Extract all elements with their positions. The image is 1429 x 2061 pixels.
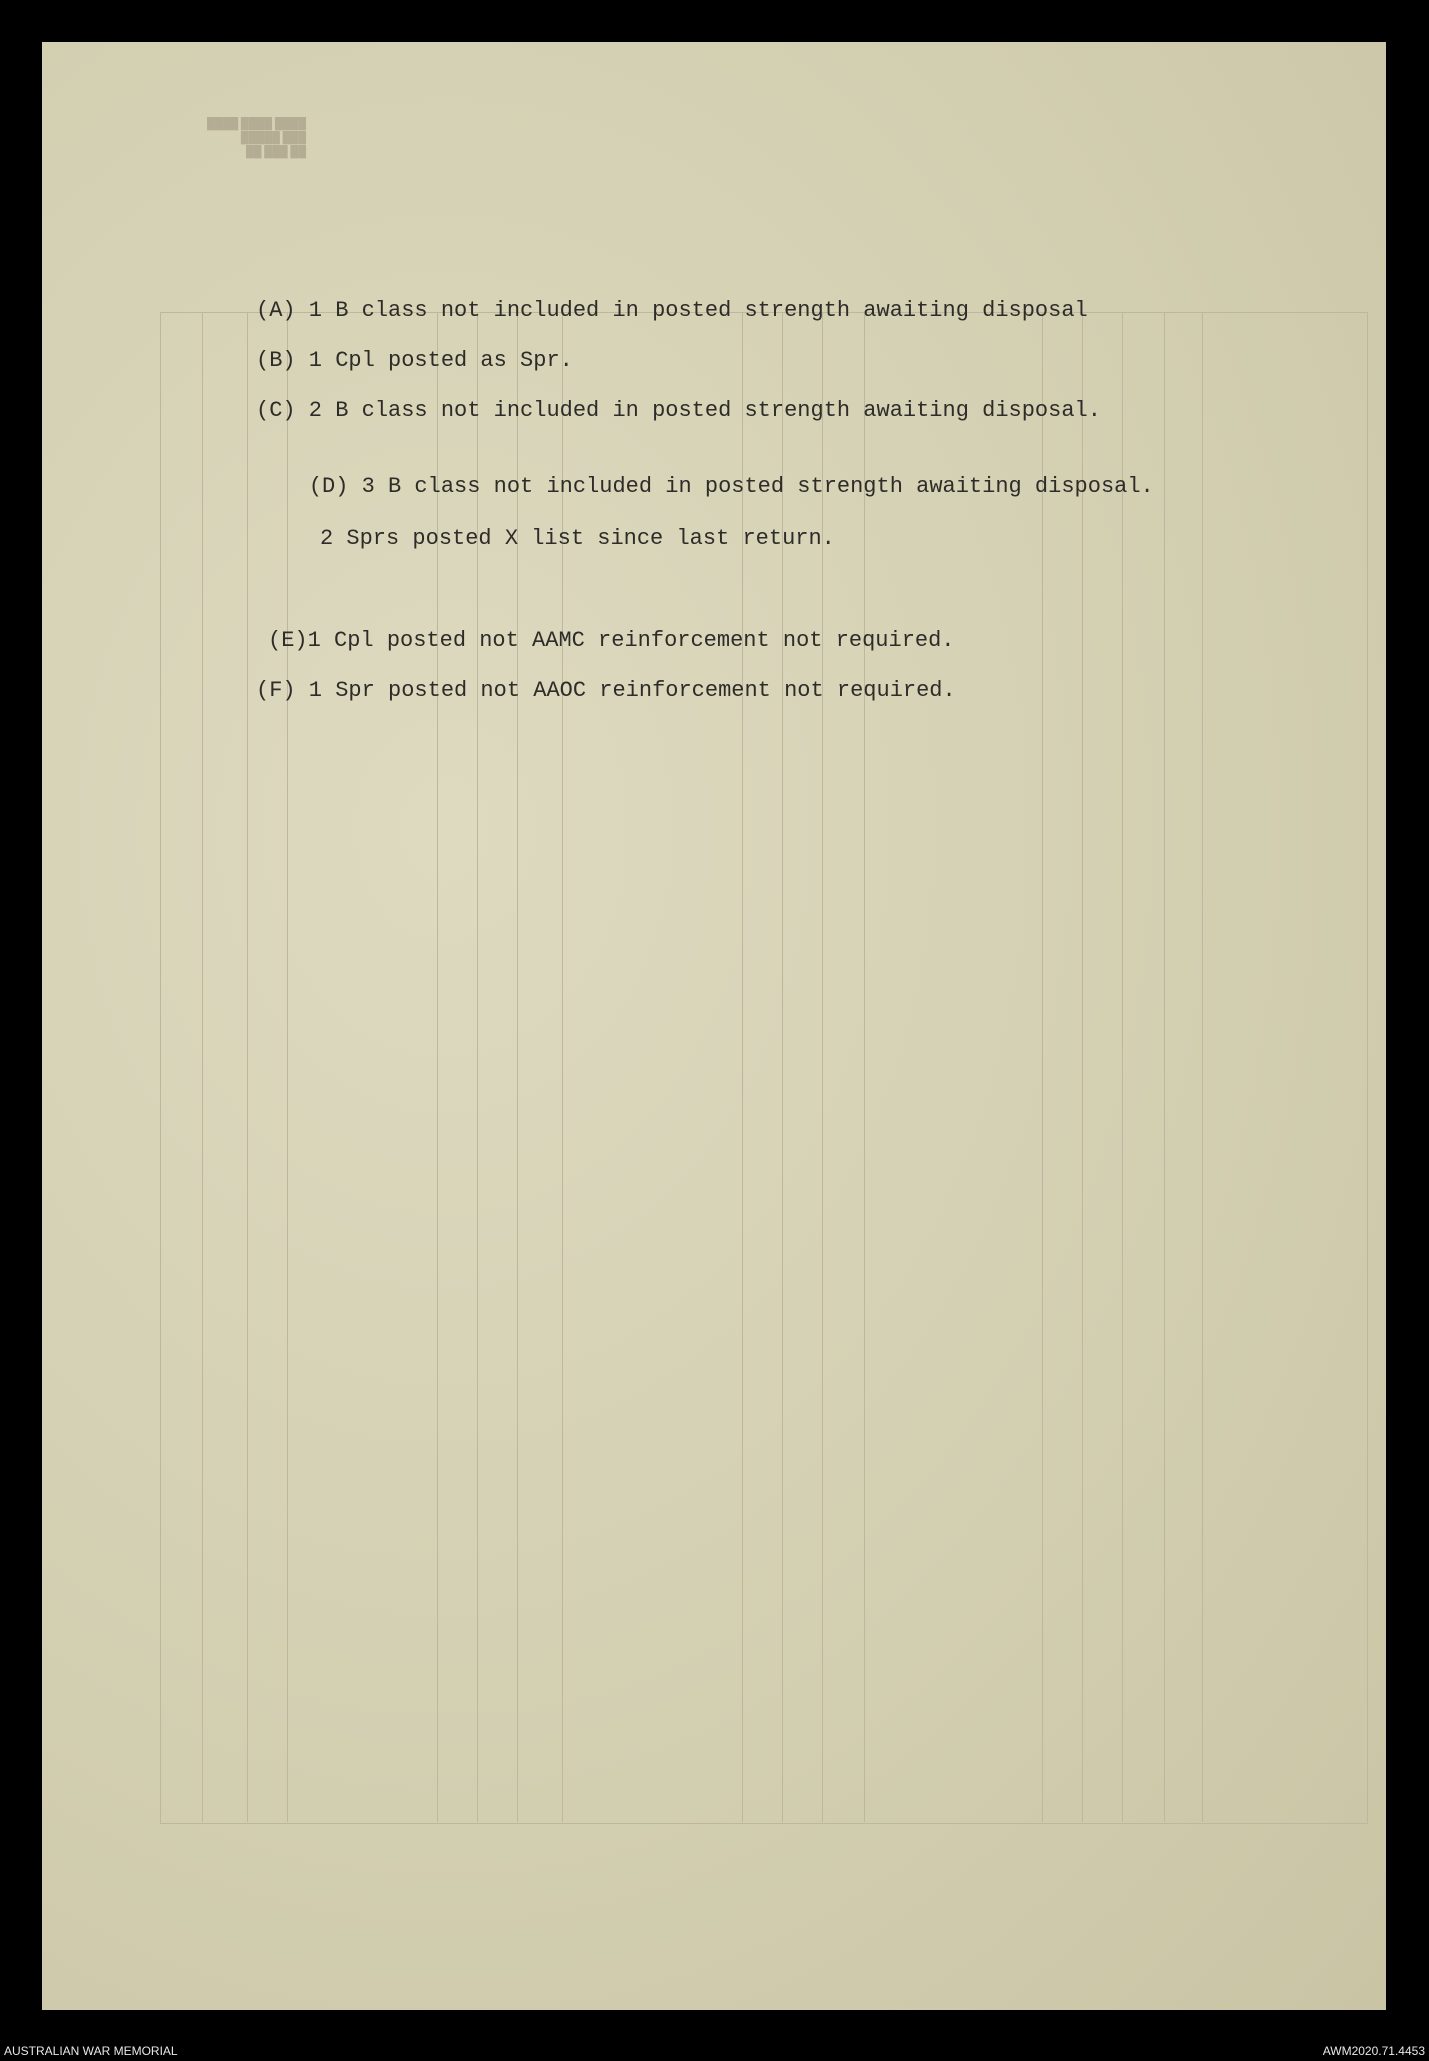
note-e: (E)1 Cpl posted not AAMC reinforcement not required. xyxy=(268,628,955,653)
archive-credit: AUSTRALIAN WAR MEMORIAL xyxy=(4,2044,178,2058)
archive-accession-number: AWM2020.71.4453 xyxy=(1322,2044,1425,2058)
note-c: (C) 2 B class not included in posted strength awaiting disposal. xyxy=(256,398,1101,423)
note-d xyxy=(256,448,1256,604)
note-a: (A) 1 B class not included in posted strength awaiting disposal xyxy=(256,298,1088,323)
note-f: (F) 1 Spr posted not AAOC reinforcement not required. xyxy=(256,678,956,703)
archive-footer xyxy=(0,2040,1429,2061)
note-d-line-1: (D) 3 B class not included in posted strength awaiting disposal. xyxy=(308,474,1154,499)
typed-notes xyxy=(256,298,1256,728)
note-d-line-2: 2 Sprs posted X list since last return. xyxy=(320,526,835,551)
bleed-through-form-header: ████ ████ ████ █████ ███ ██ ███ ██ xyxy=(207,118,307,158)
note-b: (B) 1 Cpl posted as Spr. xyxy=(256,348,573,373)
